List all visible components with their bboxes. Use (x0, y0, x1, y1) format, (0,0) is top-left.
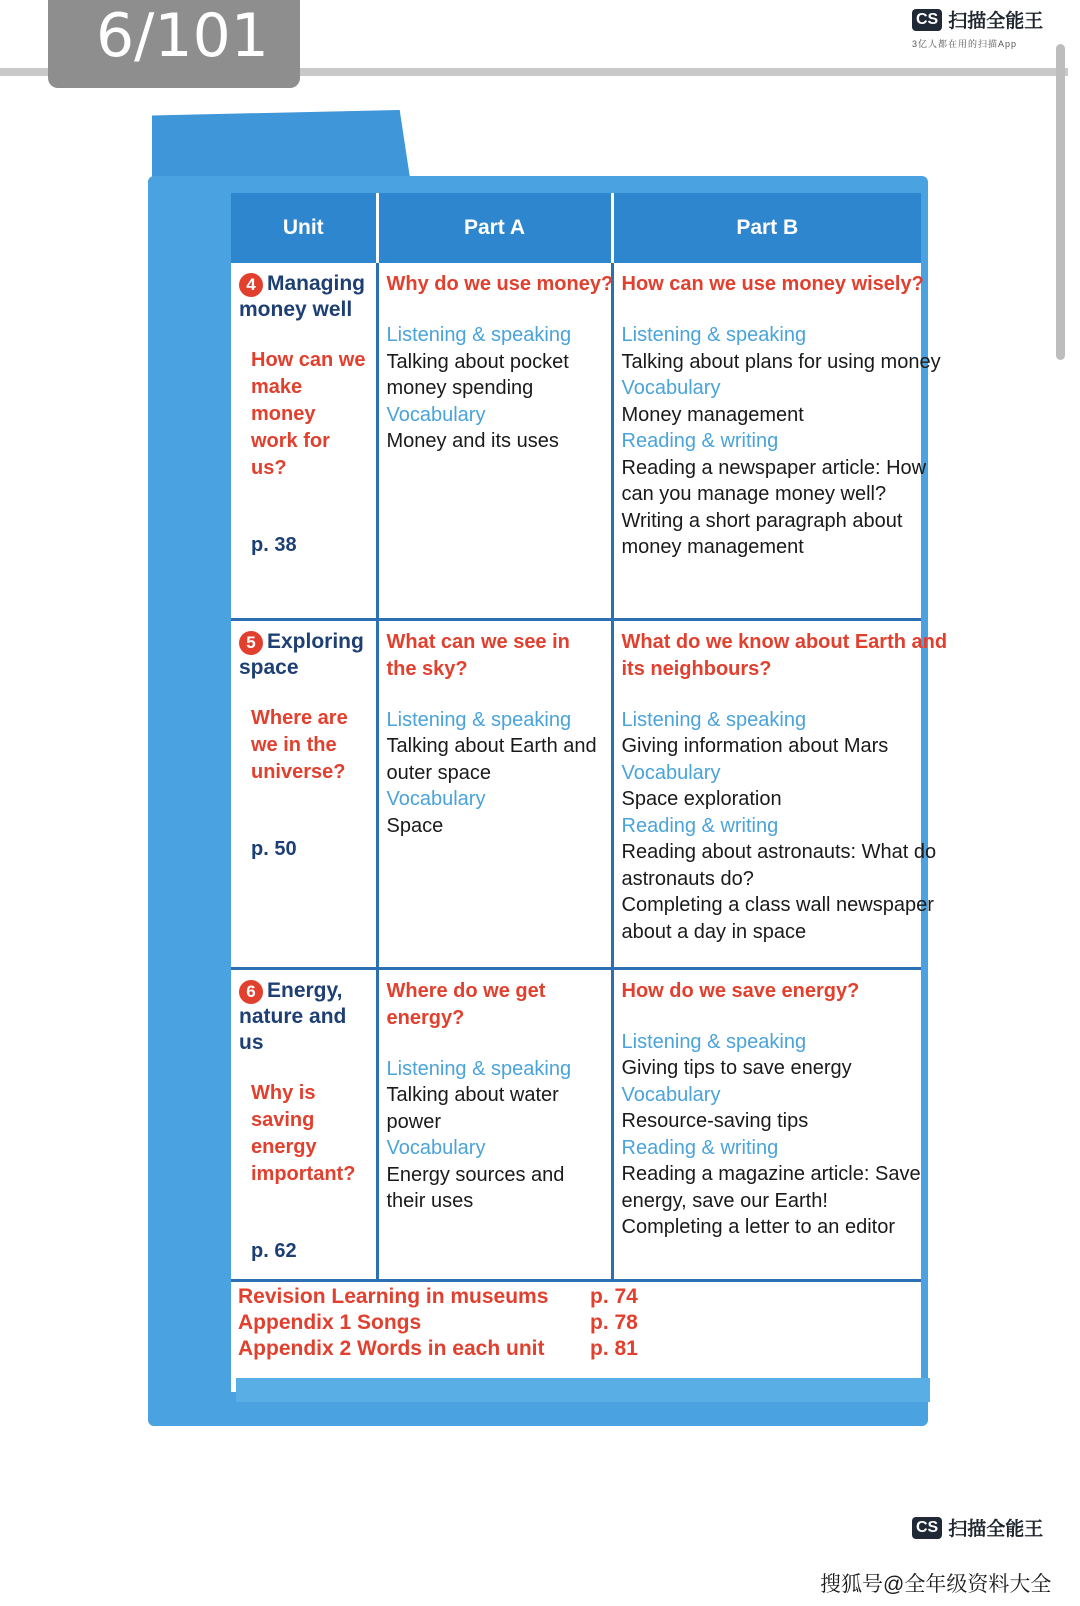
skill-label: Listening & speaking (621, 708, 807, 731)
header-unit: Unit (231, 193, 377, 263)
unit-title: 4 Managing money well (239, 272, 365, 321)
skill-label: Vocabulary (386, 403, 486, 426)
extras-label: Appendix 2 Words in each unit (238, 1337, 545, 1360)
unit-title: 5 Exploring space (239, 629, 364, 679)
part-a-cell (377, 619, 612, 968)
header-part-b: Part B (612, 193, 921, 263)
skill-label: Reading & writing (621, 430, 779, 452)
part-b-question: How can we use money wisely? (621, 273, 924, 295)
part-a-cell (377, 263, 612, 619)
table-row (231, 968, 921, 1280)
part-a-cell (377, 968, 612, 1280)
part-b-question: How do we save energy? (621, 979, 860, 1002)
scrollbar[interactable] (1056, 44, 1065, 360)
activity-text: Money and its uses (386, 430, 559, 452)
activity-text: Reading a newspaper article: How (621, 456, 927, 479)
scanner-watermark-bottom (912, 1514, 1043, 1541)
unit-page-ref: p. 50 (251, 837, 297, 860)
scanner-title: 扫描全能王 (948, 11, 1044, 32)
skill-label: Listening & speaking (386, 324, 572, 346)
activity-text: Reading about astronauts: What do (621, 841, 937, 863)
list-item (238, 1284, 918, 1310)
activity-text: about a day in space (621, 920, 807, 943)
activity-text: Energy sources and their uses (386, 1163, 565, 1212)
unit-big-question: Where are we in the universe? (251, 706, 348, 783)
skill-label: Listening & speaking (386, 708, 572, 731)
activity-text: Reading a magazine article: Save (621, 1163, 921, 1185)
table-row (231, 619, 921, 968)
decorative-strip (236, 1378, 930, 1402)
header-part-a: Part A (377, 193, 612, 263)
footer-credit: 搜狐号@全年级资料大全 (820, 1573, 1052, 1596)
activity-text: Space exploration (621, 788, 782, 810)
activity-text: Completing a letter to an editor (621, 1216, 895, 1238)
activity-text: Space (386, 814, 444, 837)
skill-label: Vocabulary (386, 788, 486, 810)
activity-text: Resource-saving tips (621, 1110, 809, 1132)
skill-label: Listening & speaking (621, 1030, 807, 1053)
activity-text: Giving information about Mars (621, 735, 889, 757)
scanner-title: 扫描全能王 (948, 1519, 1044, 1540)
list-item (238, 1310, 918, 1336)
scanner-logo-icon: CS (912, 9, 942, 31)
unit-cell (231, 968, 377, 1280)
unit-cell (231, 263, 377, 619)
extras-page: p. 78 (590, 1311, 638, 1334)
unit-cell (231, 619, 377, 968)
skill-label: Reading & writing (621, 814, 779, 837)
skill-label: Vocabulary (621, 1083, 721, 1106)
skill-label: Reading & writing (621, 1136, 779, 1159)
scanner-subtitle: 3亿人都在用的扫描App (912, 39, 1018, 49)
scanner-logo-icon: CS (912, 1517, 942, 1539)
part-a-question: Why do we use money? (386, 273, 614, 295)
decorative-tab (152, 110, 410, 178)
unit-page-ref: p. 62 (251, 1239, 297, 1262)
table-header-row (231, 193, 921, 263)
activity-text: energy, save our Earth! (621, 1189, 828, 1212)
unit-number-badge: 5 (239, 631, 263, 655)
extras-list (238, 1284, 918, 1362)
table-row (231, 263, 921, 619)
skill-label: Vocabulary (621, 761, 721, 784)
activity-text: Giving tips to save energy (621, 1057, 852, 1079)
activity-text: Completing a class wall newspaper (621, 894, 934, 916)
part-b-cell (612, 619, 948, 968)
activity-text: money management (621, 536, 804, 558)
skill-label: Listening & speaking (621, 324, 807, 346)
activity-text: can you manage money well? (621, 483, 887, 505)
contents-table (231, 193, 948, 1282)
activity-text: Talking about water power (386, 1084, 559, 1133)
part-b-question: its neighbours? (621, 657, 772, 680)
scanner-watermark-top (912, 6, 1043, 50)
unit-title: 6 Energy, nature and us (239, 978, 347, 1054)
unit-big-question: Why is saving energy important? (251, 1081, 356, 1185)
activity-text: astronauts do? (621, 867, 754, 890)
activity-text: Talking about Earth and outer space (386, 735, 597, 784)
list-item (238, 1336, 918, 1362)
part-a-question: Where do we get energy? (386, 979, 546, 1029)
unit-number-badge: 4 (239, 273, 263, 297)
unit-page-ref: p. 38 (251, 534, 297, 556)
skill-label: Vocabulary (386, 1137, 486, 1159)
extras-label: Appendix 1 Songs (238, 1311, 422, 1334)
unit-number-badge: 6 (239, 980, 263, 1004)
extras-page: p. 81 (590, 1337, 638, 1360)
unit-big-question: How can we make money work for us? (251, 349, 366, 479)
extras-label: Revision Learning in museums (238, 1285, 549, 1308)
part-b-cell (612, 263, 941, 619)
skill-label: Vocabulary (621, 377, 721, 399)
part-b-question: What do we know about Earth and (621, 630, 948, 653)
activity-text: Writing a short paragraph about (621, 509, 903, 532)
extras-page: p. 74 (590, 1285, 638, 1308)
activity-text: Money management (621, 403, 804, 426)
page-counter: 6/101 (48, 0, 300, 88)
activity-text: Talking about pocket money spending (386, 350, 569, 399)
part-a-question: What can we see in the sky? (386, 630, 570, 680)
part-b-cell (612, 968, 921, 1280)
activity-text: Talking about plans for using money (621, 350, 941, 373)
skill-label: Listening & speaking (386, 1057, 572, 1080)
